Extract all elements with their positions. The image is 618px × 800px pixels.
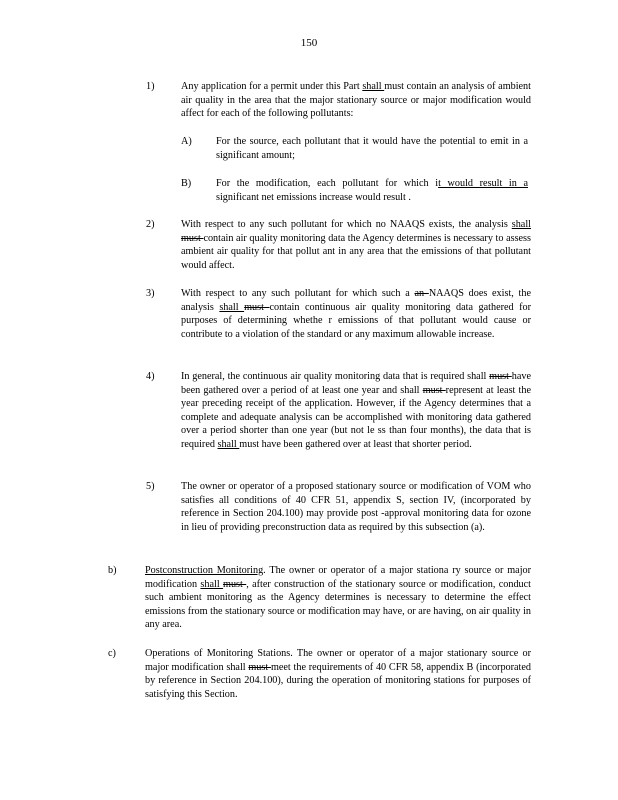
item-B-label: B) bbox=[181, 178, 192, 189]
item-1-text: Any application for a permit under this Part shall must contain an analysis of ambient air quality in the area that the major stationary source or major modification would affect for each of the following pollutants: bbox=[181, 81, 531, 120]
item-A-text: For the source, each pollutant that it would have the potential to emit in a significant amount; bbox=[216, 136, 528, 161]
item-B-text: For the modification, each pollutant for which it would result in a significant net emissions increase would result . bbox=[216, 178, 528, 203]
item-4-label: 4) bbox=[146, 371, 155, 382]
item-c-text: Operations of Monitoring Stations. The owner or operator of a major stationary source or major modification shall must meet the requirements of 40 CFR 58, appendix B (incorporated by reference in Section 204.100), during the operation of monitoring stations for purposes of satisfying this Section. bbox=[145, 648, 531, 700]
item-2-label: 2) bbox=[146, 219, 155, 230]
item-A-label: A) bbox=[181, 136, 192, 147]
item-5-label: 5) bbox=[146, 481, 155, 492]
item-5-text: The owner or operator of a proposed stationary source or modification of VOM who satisfies all conditions of 40 CFR 51, appendix S, section IV, (incorporated by reference in Section 204.100) may provide post -approval monitoring data for ozone in lieu of providing preconstruction data as required by this subsection (a). bbox=[181, 481, 531, 533]
item-b-text: Postconstruction Monitoring. The owner or operator of a major stationa ry source or major modification shall must , after construction of the stationary source or modification, conduct such ambient monitoring as the Agency determines is necessary to determine the effect emissions from the stationary source or modification may have, or are having, on air quality in any area. bbox=[145, 565, 532, 631]
item-2-text: With respect to any such pollutant for which no NAAQS exists, the analysis shall must contain air quality monitoring data the Agency determines is necessary to assess ambient air quality for that pollut ant in any area that the emissions of that pollutant would affect. bbox=[181, 219, 531, 271]
item-c-label: c) bbox=[108, 648, 116, 659]
item-1-label: 1) bbox=[146, 81, 155, 92]
item-4-text: In general, the continuous air quality monitoring data that is required shall must have been gathered over a period of at least one year and shall must represent at least the year preceding receipt of the application. However, if the Agency determines that a complete and adequate analysis can be accomplished with monitoring data gathered over a period shorter than one year (but not le ss than four months), the data that is required shall must have been gathered over at least that shorter period. bbox=[181, 371, 531, 450]
item-3-text: With respect to any such pollutant for which such a an NAAQS does exist, the analysis shall must contain continuous air quality monitoring data gathered for purposes of determining whethe r emissions of that pollutant would cause or contribute to a violation of the standard or any maximum allowable increase. bbox=[181, 288, 531, 340]
item-3-label: 3) bbox=[146, 288, 155, 299]
item-b-label: b) bbox=[108, 565, 117, 576]
page-number: 150 bbox=[300, 37, 318, 49]
